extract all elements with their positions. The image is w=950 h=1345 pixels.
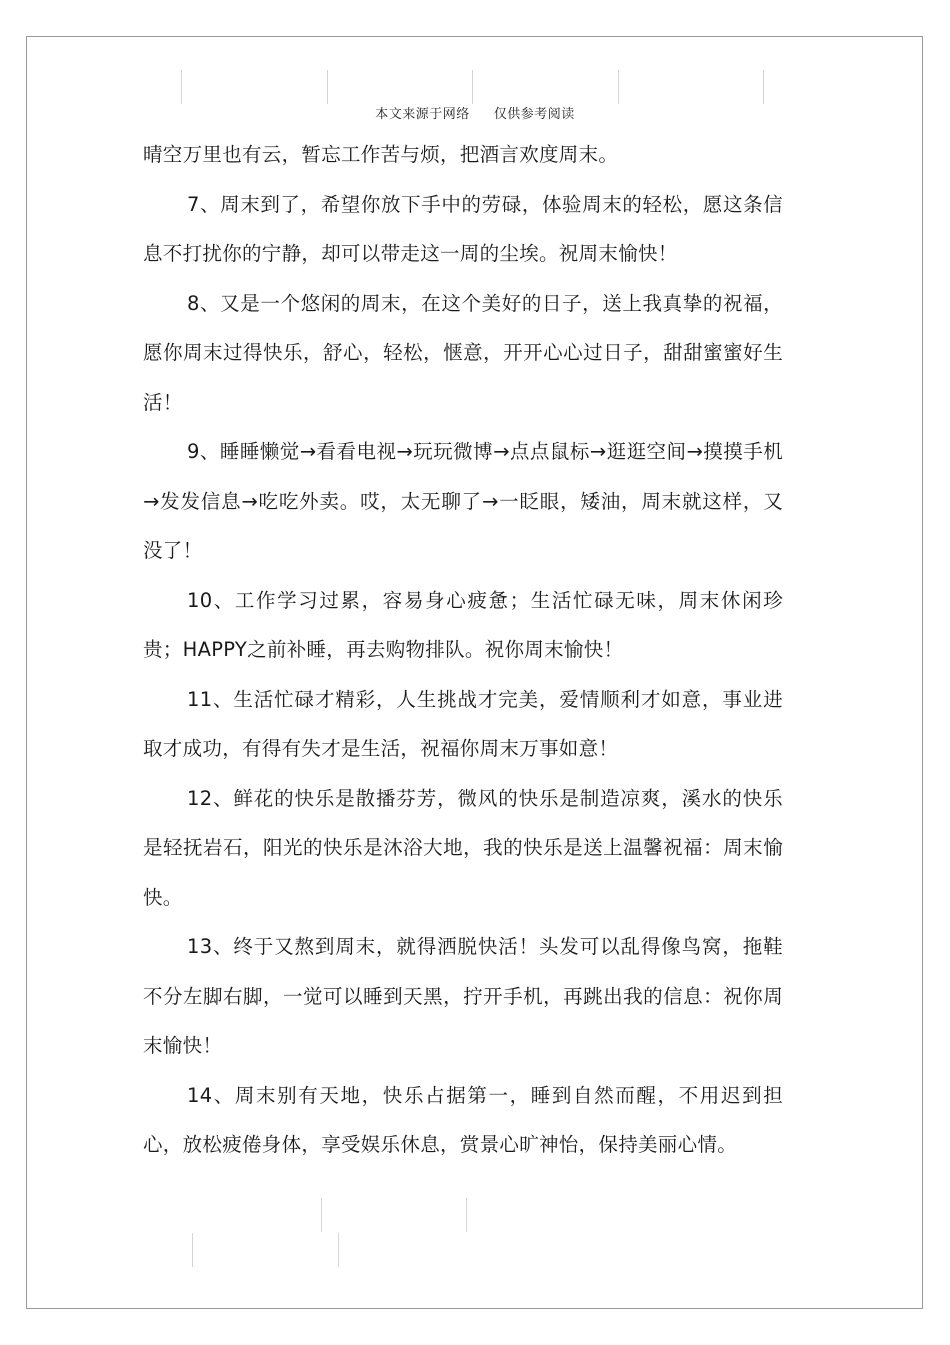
source-note: 本文来源于网络 [375,107,470,122]
paragraph: 12、鲜花的快乐是散播芬芳，微风的快乐是制造凉爽，溪水的快乐是轻抚岩石，阳光的快乐是沐浴大地，我的快乐是送上温馨祝福：周末愉快。 [143,786,783,909]
document-body [143,130,783,1170]
top-margin-mark [618,70,619,104]
paragraph: 7、周末到了，希望你放下手中的劳碌，体验周末的轻松，愿这条信息不打扰你的宁静，却可以带走这一周的尘埃。祝周末愉快！ [143,192,783,265]
bottom-margin-mark [321,1198,322,1232]
bottom-margin-mark [192,1233,193,1267]
paragraph: 14、周末别有天地，快乐占据第一，睡到自然而醒，不用迟到担心，放松疲倦身体，享受娱乐休息，赏景心旷神怡，保持美丽心情。 [143,1083,783,1156]
top-margin-mark [181,70,182,104]
top-margin-mark [763,70,764,104]
paragraph: 9、睡睡懒觉→看看电视→玩玩微博→点点鼠标→逛逛空间→摸摸手机→发发信息→吃吃外卖。哎，太无聊了→一眨眼，矮油，周末就这样，又没了！ [143,440,783,562]
bottom-margin-mark [338,1233,339,1267]
paragraph: 13、终于又熬到周末，就得洒脱快活！头发可以乱得像鸟窝，拖鞋不分左脚右脚，一觉可以睡到天黑，拧开手机，再跳出我的信息：祝你周末愉快！ [143,935,783,1057]
bottom-margin-mark [466,1198,467,1232]
top-margin-mark [472,70,473,104]
paragraph: 晴空万里也有云，暂忘工作苦与烦，把酒言欢度周末。 [143,143,619,166]
page-header-note [0,103,950,122]
paragraph: 11、生活忙碌才精彩，人生挑战才完美，爱情顺利才如意，事业进取才成功，有得有失才是生活，祝福你周末万事如意！ [143,687,783,760]
paragraph: 10、工作学习过累，容易身心疲惫；生活忙碌无味，周末休闲珍贵；HAPPY之前补睡，再去购物排队。祝你周末愉快！ [143,588,783,661]
paragraph: 8、又是一个悠闲的周末，在这个美好的日子，送上我真挚的祝福，愿你周末过得快乐，舒心，轻松，惬意，开开心心过日子，甜甜蜜蜜好生活！ [143,291,783,414]
reference-note: 仅供参考阅读 [493,107,575,122]
top-margin-mark [327,70,328,104]
